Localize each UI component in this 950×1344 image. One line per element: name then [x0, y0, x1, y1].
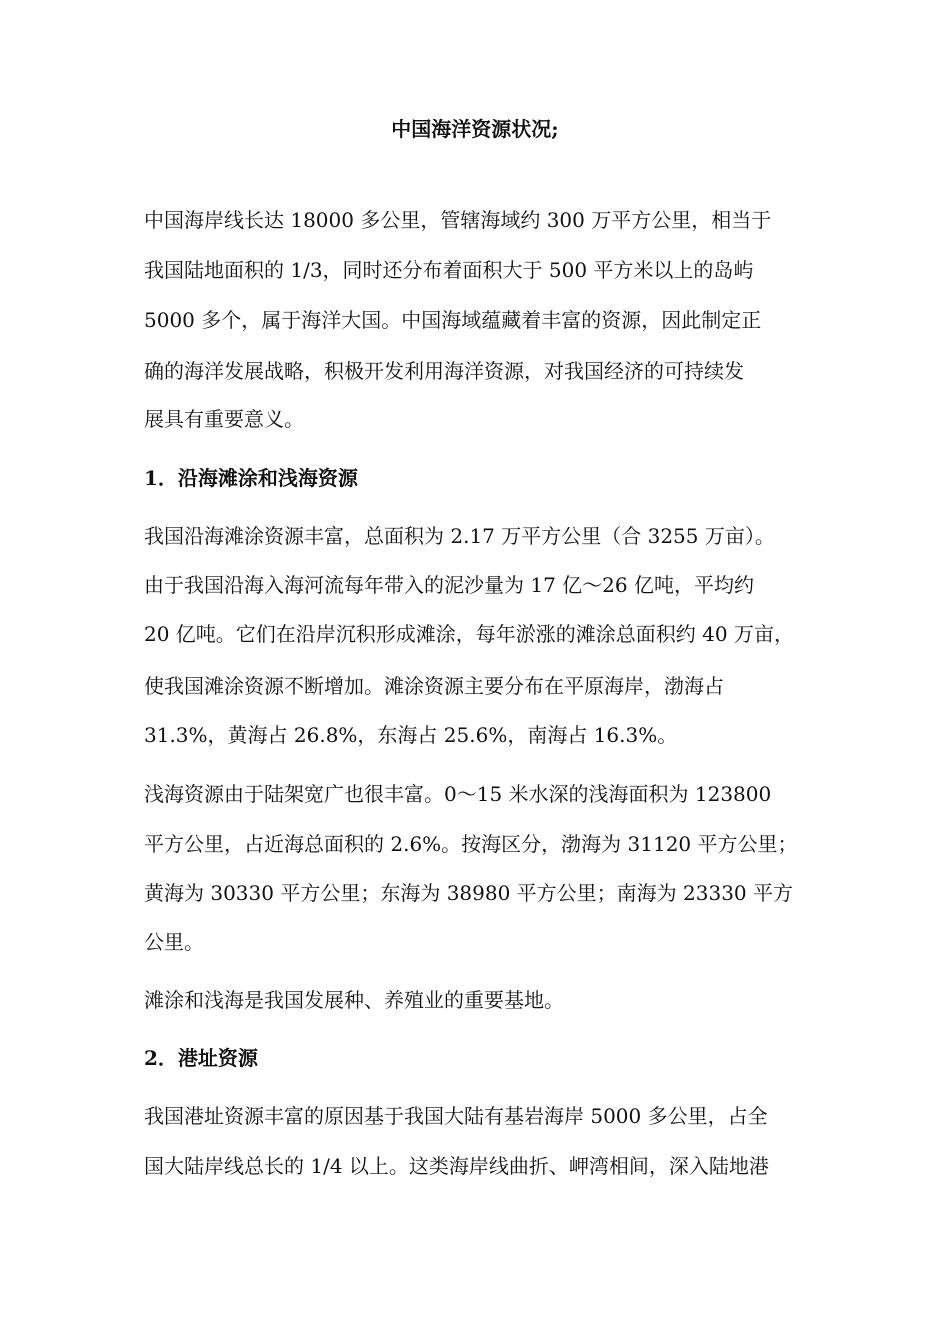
document-title: 中国海洋资源状况; [391, 117, 559, 141]
section-1-paragraph-1-line: 使我国滩涂资源不断增加。滩涂资源主要分布在平原海岸，渤海占 [144, 674, 724, 698]
intro-line: 展具有重要意义。 [144, 407, 304, 431]
section-1-paragraph-1-line: 20 亿吨。它们在沿岸沉积形成滩涂，每年淤涨的滩涂总面积约 40 万亩， [144, 622, 794, 646]
section-2-paragraph-1-line: 我国港址资源丰富的原因基于我国大陆有基岩海岸 5000 多公里，占全 [144, 1104, 768, 1128]
section-1-paragraph-1-line: 我国沿海滩涂资源丰富，总面积为 2.17 万平方公里（合 3255 万亩）。 [144, 524, 775, 548]
section-2-heading: 2．港址资源 [144, 1046, 258, 1070]
section-1-paragraph-3-line: 滩涂和浅海是我国发展种、养殖业的重要基地。 [144, 988, 564, 1012]
section-1-paragraph-2-line: 黄海为 30330 平方公里；东海为 38980 平方公里；南海为 23330 平方 [144, 881, 794, 905]
intro-line: 我国陆地面积的 1/3，同时还分布着面积大于 500 平方米以上的岛屿 [144, 258, 754, 282]
section-1-paragraph-1-line: 由于我国沿海入海河流每年带入的泥沙量为 17 亿～26 亿吨，平均约 [144, 573, 754, 597]
intro-line: 5000 多个，属于海洋大国。中国海域蕴藏着丰富的资源，因此制定正 [144, 308, 762, 332]
section-2-paragraph-1-line: 国大陆岸线总长的 1/4 以上。这类海岸线曲折、岬湾相间，深入陆地港 [144, 1154, 769, 1178]
intro-line: 中国海岸线长达 18000 多公里，管辖海域约 300 万平方公里，相当于 [144, 208, 772, 232]
section-1-paragraph-2-line: 平方公里，占近海总面积的 2.6%。按海区分，渤海为 31120 平方公里； [144, 832, 798, 856]
section-1-heading: 1．沿海滩涂和浅海资源 [144, 466, 358, 490]
intro-line: 确的海洋发展战略，积极开发利用海洋资源，对我国经济的可持续发 [144, 359, 744, 383]
section-1-paragraph-2-line: 浅海资源由于陆架宽广也很丰富。0～15 米水深的浅海面积为 123800 [144, 782, 772, 806]
section-1-paragraph-2-line: 公里。 [144, 930, 204, 954]
section-1-paragraph-1-line: 31.3%，黄海占 26.8%，东海占 25.6%，南海占 16.3%。 [144, 723, 678, 747]
